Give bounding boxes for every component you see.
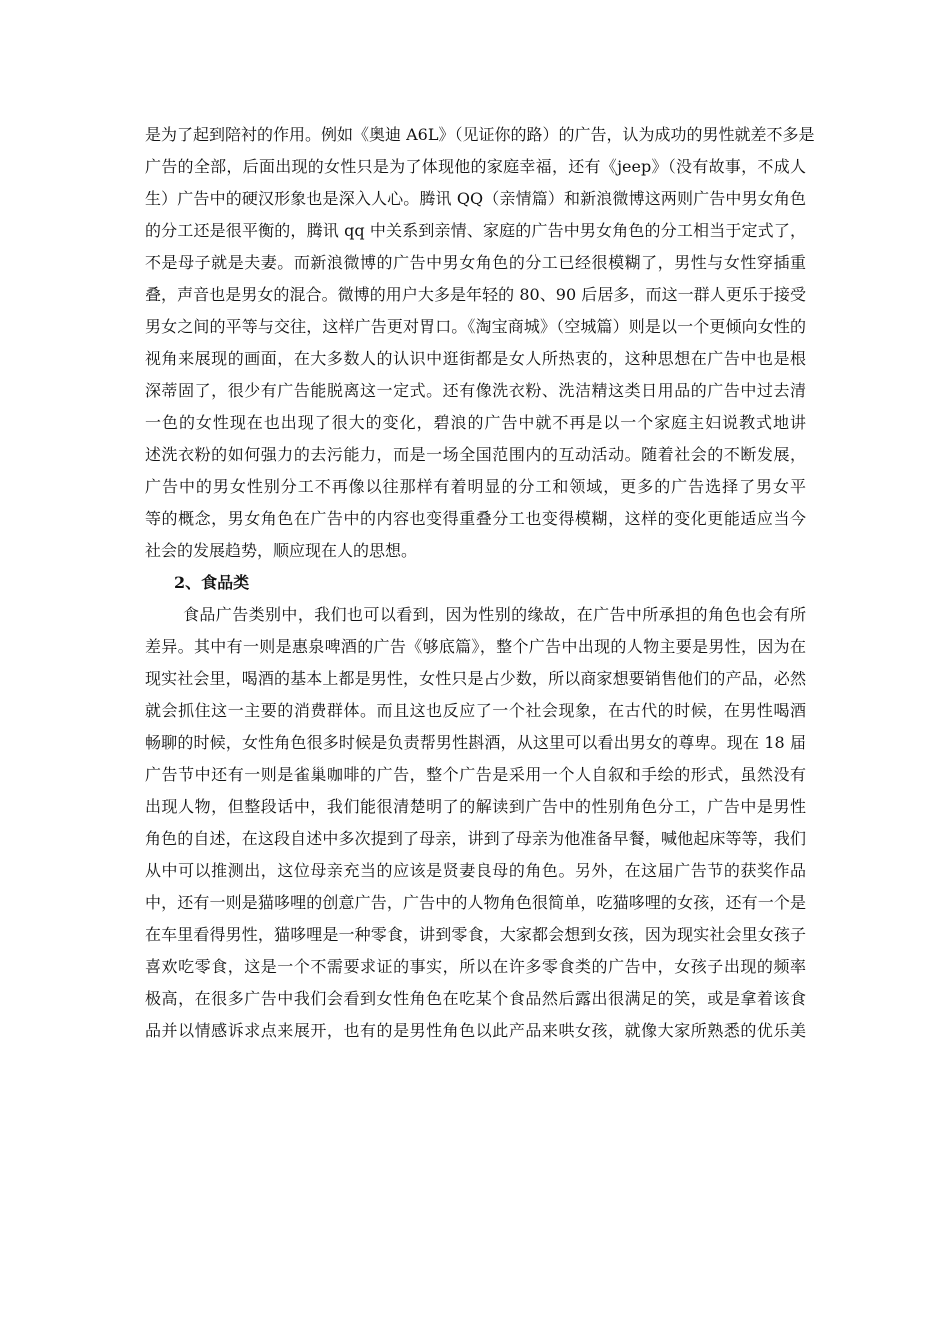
text-line: 从中可以推测出，这位母亲充当的应该是贤妻良母的角色。另外，在这届广告节的获奖作品 [145,861,806,880]
text-line: 广告中的男女性别分工不再像以往那样有着明显的分工和领域，更多的广告选择了男女平 [145,477,806,496]
text-line: 社会的发展趋势，顺应现在人的思想。 [145,541,418,560]
text-line: 等的概念，男女角色在广告中的内容也变得重叠分工也变得模糊，这样的变化更能适应当今 [145,509,806,528]
text-line: 深蒂固了，很少有广告能脱离这一定式。还有像洗衣粉、洗洁精这类日用品的广告中过去清 [145,381,806,400]
text-line: 喜欢吃零食，这是一个不需要求证的事实，所以在许多零食类的广告中，女孩子出现的频率 [145,957,806,976]
text-line: 出现人物，但整段话中，我们能很清楚明了的解读到广告中的性别角色分工，广告中是男性 [145,797,806,816]
text-line: 广告的全部，后面出现的女性只是为了体现他的家庭幸福，还有《jeep》（没有故事，不成人 [145,157,806,176]
text-line: 畅聊的时候，女性角色很多时候是负责帮男性斟酒，从这里可以看出男女的尊卑。现在 18 届 [145,733,806,752]
text-line: 是为了起到陪衬的作用。例如《奥迪 A6L》（见证你的路）的广告，认为成功的男性就差不多是 [145,125,815,144]
text-line: 现实社会里，喝酒的基本上都是男性，女性只是占少数，所以商家想要销售他们的产品，必然 [145,669,806,688]
text-line: 就会抓住这一主要的消费群体。而且这也反应了一个社会现象，在古代的时候，在男性喝酒 [145,701,806,720]
text-line: 广告节中还有一则是雀巢咖啡的广告，整个广告是采用一个人自叙和手绘的形式，虽然没有 [145,765,806,784]
text-line: 不是母子就是夫妻。而新浪微博的广告中男女角色的分工已经很模糊了，男性与女性穿插重 [145,253,806,272]
body-text [145,119,815,1047]
text-line: 叠，声音也是男女的混合。微博的用户大多是年轻的 80、90 后居多，而这一群人更乐于接受 [145,285,806,304]
section-heading: 2、食品类 [174,573,250,592]
text-line: 男女之间的平等与交往，这样广告更对胃口。《淘宝商城》（空城篇）则是以一个更倾向女性的 [145,317,806,336]
text-line: 品并以情感诉求点来展开，也有的是男性角色以此产品来哄女孩，就像大家所熟悉的优乐美 [145,1021,806,1040]
text-line: 食品广告类别中，我们也可以看到，因为性别的缘故，在广告中所承担的角色也会有所 [183,605,806,624]
text-line: 角色的自述，在这段自述中多次提到了母亲，讲到了母亲为他准备早餐，喊他起床等等，我们 [145,829,806,848]
text-line: 视角来展现的画面，在大多数人的认识中逛街都是女人所热衷的，这种思想在广告中也是根 [145,349,806,368]
text-line: 在车里看得男性，猫哆哩是一种零食，讲到零食，大家都会想到女孩，因为现实社会里女孩子 [145,925,806,944]
text-line: 的分工还是很平衡的，腾讯 qq 中关系到亲情、家庭的广告中男女角色的分工相当于定式了， [145,221,806,240]
text-line: 差异。其中有一则是惠泉啤酒的广告《够底篇》，整个广告中出现的人物主要是男性，因为在 [145,637,806,656]
text-line: 中，还有一则是猫哆哩的创意广告，广告中的人物角色很简单，吃猫哆哩的女孩，还有一个是 [145,893,806,912]
paragraph-section2 [145,599,806,1047]
paragraph-section1 [145,119,815,567]
text-line: 极高，在很多广告中我们会看到女性角色在吃某个食品然后露出很满足的笑，或是拿着该食 [145,989,806,1008]
text-line: 一色的女性现在也出现了很大的变化，碧浪的广告中就不再是以一个家庭主妇说教式地讲 [145,413,806,432]
text-line: 述洗衣粉的如何强力的去污能力，而是一场全国范围内的互动活动。随着社会的不断发展， [145,445,806,464]
text-line: 生）广告中的硬汉形象也是深入人心。腾讯 QQ（亲情篇）和新浪微博这两则广告中男女角色 [145,189,806,208]
